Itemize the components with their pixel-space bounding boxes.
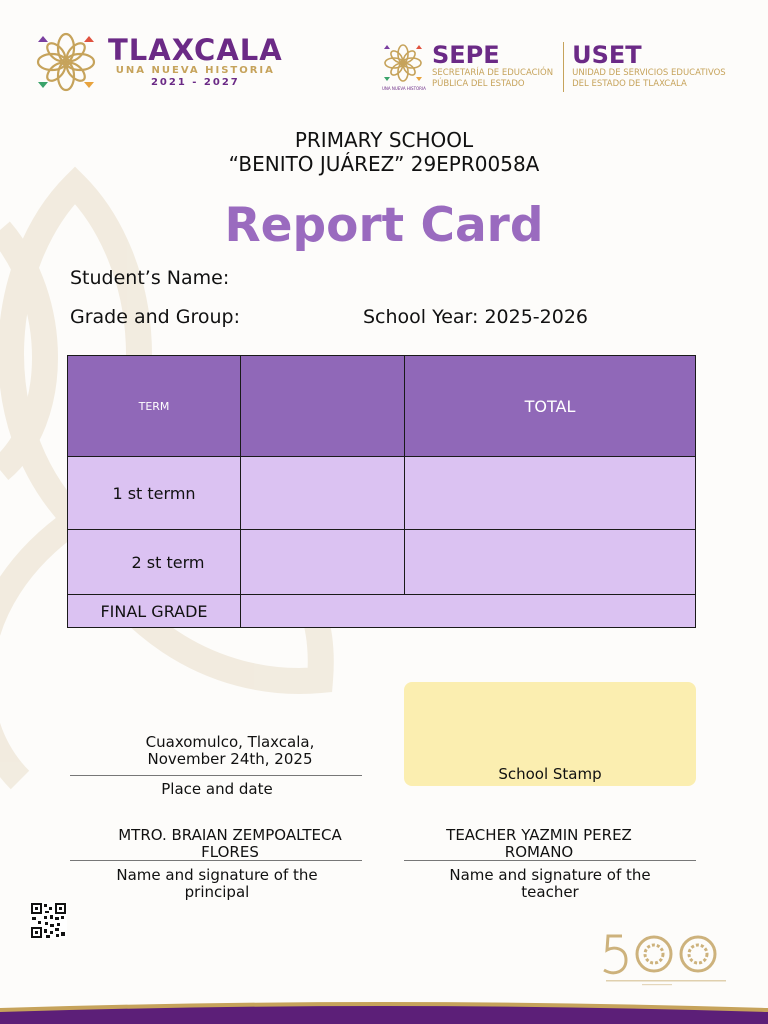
- logo-divider: [563, 42, 564, 92]
- teacher-name-line-2: ROMANO: [504, 843, 574, 861]
- footer-bar: [0, 1000, 768, 1024]
- grades-table: [67, 355, 696, 628]
- student-name-label: Student’s Name:: [70, 267, 230, 289]
- sepe-title: SEPE: [432, 41, 500, 69]
- flower-logo-icon: [382, 42, 424, 84]
- principal-label-line-1: Name and signature of the: [116, 866, 318, 884]
- sepe-uset-logo: [382, 42, 726, 94]
- table-row: [68, 595, 696, 628]
- principal-label-line-2: principal: [184, 883, 250, 901]
- sepe-mini-text: UNA NUEVA HISTORIA: [382, 86, 426, 91]
- grade-group-label: Grade and Group:: [70, 306, 240, 328]
- term-2-grade-cell[interactable]: [241, 530, 405, 595]
- teacher-name-line-1: TEACHER YAZMIN PEREZ: [446, 826, 632, 844]
- final-grade-cell[interactable]: [241, 595, 696, 628]
- school-stamp-label: School Stamp: [498, 765, 602, 783]
- table-header-row: [68, 356, 696, 457]
- teacher-label-line-1: Name and signature of the: [449, 866, 651, 884]
- blank-header: [241, 356, 405, 457]
- page-title: Report Card: [224, 198, 544, 253]
- term-1-grade-cell[interactable]: [241, 457, 405, 530]
- term-2-total-cell[interactable]: [405, 530, 696, 595]
- principal-name-line-2: FLORES: [201, 843, 259, 861]
- uset-title: USET: [572, 41, 642, 69]
- sepe-line-1: SECRETARÍA DE EDUCACIÓN: [432, 68, 554, 78]
- school-year-label: School Year: 2025-2026: [363, 306, 589, 328]
- teacher-signature-line: [404, 860, 696, 861]
- tlaxcala-years: 2021 - 2027: [150, 77, 240, 88]
- sepe-line-2: PÚBLICA DEL ESTADO: [432, 79, 525, 89]
- principal-name-line-1: MTRO. BRAIAN ZEMPOALTECA: [118, 826, 342, 844]
- place-date-line-1: Cuaxomulco, Tlaxcala,: [145, 733, 315, 751]
- tlaxcala-title: TLAXCALA: [108, 33, 283, 67]
- place-date-line: [70, 775, 362, 776]
- final-grade-label: FINAL GRADE: [68, 595, 241, 628]
- term-header: TERM: [68, 356, 241, 457]
- flower-logo-icon: [34, 30, 98, 94]
- term-1-total-cell[interactable]: [405, 457, 696, 530]
- school-type: PRIMARY SCHOOL: [294, 128, 474, 152]
- uset-line-1: UNIDAD DE SERVICIOS EDUCATIVOS: [572, 68, 726, 78]
- place-date-label: Place and date: [161, 780, 273, 798]
- place-date-line-2: November 24th, 2025: [147, 750, 313, 768]
- tlaxcala-logo: [34, 30, 283, 94]
- uset-line-2: DEL ESTADO DE TLAXCALA: [572, 79, 687, 89]
- term-1-label: 1 st termn: [68, 457, 241, 530]
- tlaxcala-subtitle: UNA NUEVA HISTORIA: [115, 65, 275, 76]
- 500-anniversary-logo: [602, 930, 732, 988]
- school-name: “BENITO JUÁREZ” 29EPR0058A: [228, 152, 540, 176]
- table-row: [68, 457, 696, 530]
- teacher-label-line-2: teacher: [521, 883, 579, 901]
- principal-signature-line: [70, 860, 362, 861]
- table-row: [68, 530, 696, 595]
- qr-code-icon[interactable]: [30, 902, 67, 939]
- total-header: TOTAL: [405, 356, 696, 457]
- term-2-label: 2 st term: [68, 530, 241, 595]
- school-stamp-box: [404, 682, 696, 786]
